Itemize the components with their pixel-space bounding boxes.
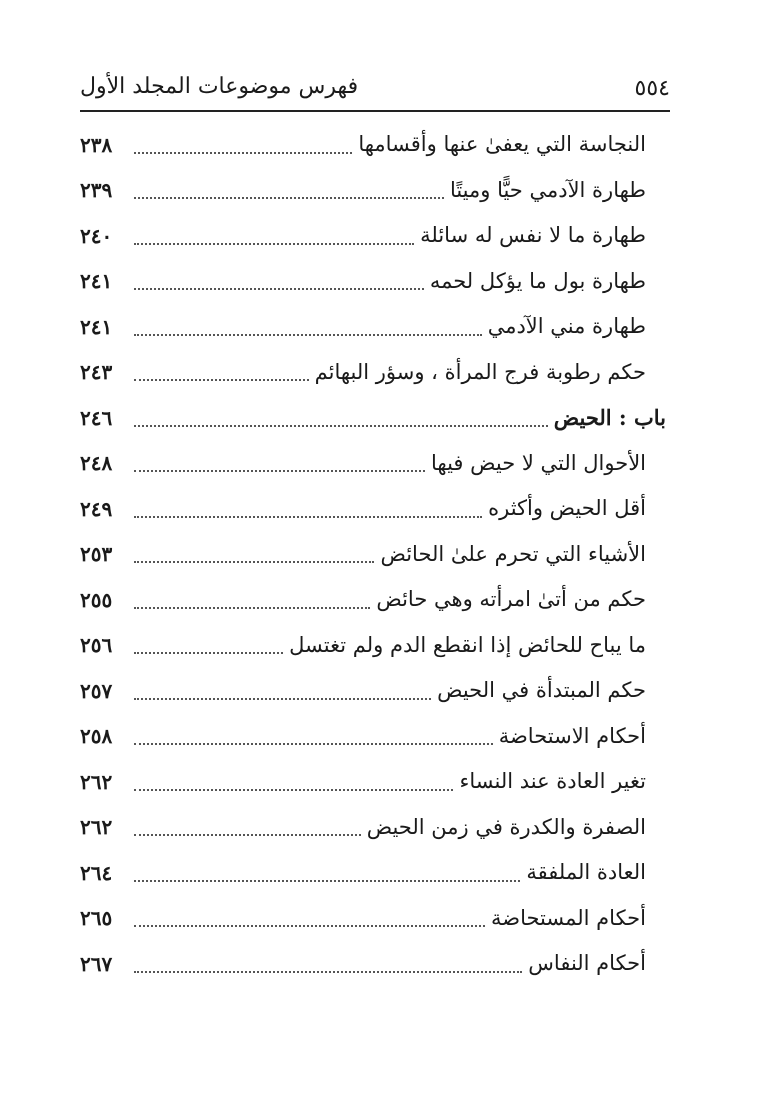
dot-leader xyxy=(134,288,424,290)
dot-leader xyxy=(134,743,493,745)
toc-entry-page: ٢٦٥ xyxy=(80,906,113,931)
toc-entry-title: أقل الحيض وأكثره xyxy=(488,496,646,521)
dot-leader xyxy=(134,880,520,882)
toc-entry-title: أحكام الاستحاضة xyxy=(498,723,646,748)
dot-leader xyxy=(134,652,283,654)
toc-entry-title: النجاسة التي يعفىٰ عنها وأقسامها xyxy=(358,132,646,157)
toc-entry xyxy=(80,941,646,987)
dot-leader xyxy=(134,379,309,381)
header-rule xyxy=(80,110,670,112)
toc-entry-page: ٢٤٨ xyxy=(80,451,113,476)
toc-chapter-heading xyxy=(80,395,666,441)
toc-entry xyxy=(80,668,646,714)
toc-entry xyxy=(80,532,646,578)
toc-entry xyxy=(80,577,646,623)
toc-entry-page: ٢٥٥ xyxy=(80,587,113,612)
toc-entry-title: حكم المبتدأة في الحيض xyxy=(437,678,646,703)
toc-entry-page: ٢٦٧ xyxy=(80,951,113,976)
dot-leader xyxy=(134,834,361,836)
toc-entry-page: ٢٣٨ xyxy=(80,132,113,157)
dot-leader xyxy=(134,607,370,609)
toc-entry-title: ما يباح للحائض إذا انقطع الدم ولم تغتسل xyxy=(289,632,646,657)
header-title: فهرس موضوعات المجلد الأول xyxy=(80,74,359,99)
dot-leader xyxy=(134,971,522,973)
dot-leader xyxy=(134,516,482,518)
toc-entry xyxy=(80,350,646,396)
toc-entry-title: العادة الملفقة xyxy=(526,860,646,885)
toc-entry xyxy=(80,213,646,259)
toc-entry xyxy=(80,259,646,305)
toc-entry-title: الصفرة والكدرة في زمن الحيض xyxy=(366,814,646,839)
toc-entry xyxy=(80,896,646,942)
toc-entry xyxy=(80,850,646,896)
toc-entry xyxy=(80,714,646,760)
toc-entry-title: طهارة بول ما يؤكل لحمه xyxy=(429,268,646,293)
toc-entry-page: ٢٥٧ xyxy=(80,678,113,703)
toc-entry xyxy=(80,168,646,214)
dot-leader xyxy=(134,561,374,563)
toc-entry-page: ٢٤٣ xyxy=(80,360,113,385)
toc-entry xyxy=(80,122,646,168)
dot-leader xyxy=(134,334,482,336)
toc-entry-page: ٢٦٢ xyxy=(80,769,113,794)
toc-entry-page: ٢٤٩ xyxy=(80,496,113,521)
running-header xyxy=(80,70,670,110)
toc-entry-page: ٢٣٩ xyxy=(80,178,113,203)
toc-entry-title: طهارة مني الآدمي xyxy=(487,314,646,339)
toc-entry xyxy=(80,486,646,532)
toc-entry-title: أحكام النفاس xyxy=(528,951,646,976)
toc-entry xyxy=(80,623,646,669)
dot-leader xyxy=(134,425,548,427)
toc-entry-page: ٢٥٦ xyxy=(80,633,113,658)
toc-entry-page: ٢٤١ xyxy=(80,269,113,294)
toc-entry-title: طهارة الآدمي حيًّا وميتًا xyxy=(449,177,646,202)
dot-leader xyxy=(134,197,444,199)
toc-entry-page: ٢٥٨ xyxy=(80,724,113,749)
dot-leader xyxy=(134,470,425,472)
toc-entry xyxy=(80,304,646,350)
toc-entry xyxy=(80,805,646,851)
dot-leader xyxy=(134,925,485,927)
toc-entry-title: أحكام المستحاضة xyxy=(491,905,646,930)
toc-entry-title: طهارة ما لا نفس له سائلة xyxy=(420,223,646,248)
dot-leader xyxy=(134,152,352,154)
toc-entry-title: الأشياء التي تحرم علىٰ الحائض xyxy=(380,541,646,566)
toc-entry-title: حكم من أتىٰ امرأته وهي حائض xyxy=(376,587,646,612)
toc-entry-title: حكم رطوبة فرج المرأة ، وسؤر البهائم xyxy=(314,359,646,384)
header-page-number: ٥٥٤ xyxy=(634,76,670,101)
toc-entry xyxy=(80,759,646,805)
toc-entry-page: ٢٦٤ xyxy=(80,860,113,885)
toc-entry-page: ٢٤٠ xyxy=(80,223,113,248)
toc-entry-title: باب : الحيض xyxy=(553,405,666,431)
toc-entry-page: ٢٥٣ xyxy=(80,542,113,567)
dot-leader xyxy=(134,243,414,245)
toc-entry-page: ٢٤١ xyxy=(80,314,113,339)
toc-entry-page: ٢٦٢ xyxy=(80,815,113,840)
toc-entry xyxy=(80,441,646,487)
toc-entry-page: ٢٤٦ xyxy=(80,405,113,430)
toc-entry-title: الأحوال التي لا حيض فيها xyxy=(431,450,646,475)
toc-entry-title: تغير العادة عند النساء xyxy=(459,769,646,794)
dot-leader xyxy=(134,698,431,700)
table-of-contents xyxy=(80,122,666,987)
dot-leader xyxy=(134,789,453,791)
